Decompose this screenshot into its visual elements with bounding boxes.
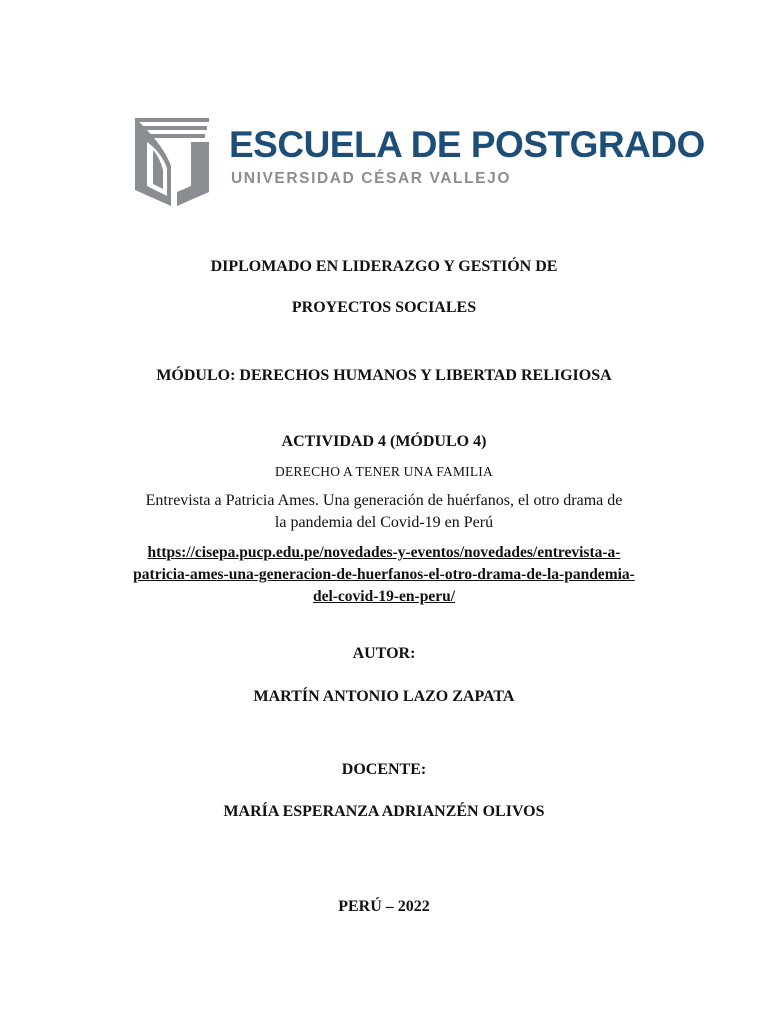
teacher-name: MARÍA ESPERANZA ADRIANZÉN OLIVOS	[223, 803, 545, 820]
module-title: MÓDULO: DERECHOS HUMANOS Y LIBERTAD RELIGIOSA	[156, 367, 612, 384]
author-label: AUTOR:	[352, 645, 416, 662]
university-logo	[133, 116, 705, 208]
university-emblem-icon	[133, 116, 211, 206]
place-year: PERÚ – 2022	[338, 898, 430, 915]
activity-topic: DERECHO A TENER UNA FAMILIA	[275, 464, 493, 479]
source-link-line-1[interactable]: https://cisepa.pucp.edu.pe/novedades-y-eventos/novedades/entrevista-a-	[147, 544, 621, 561]
source-link-line-2[interactable]: patricia-ames-una-generacion-de-huerfanos-el-otro-drama-de-la-pandemia-	[133, 566, 635, 583]
source-link-row-3[interactable]	[0, 588, 768, 606]
source-link-line-3[interactable]: del-covid-19-en-peru/	[312, 588, 456, 605]
interview-title-line-1: Entrevista a Patricia Ames. Una generación de huérfanos, el otro drama de	[145, 492, 623, 509]
activity-title: ACTIVIDAD 4 (MÓDULO 4)	[281, 433, 487, 450]
source-link[interactable]	[0, 544, 768, 562]
diploma-title-line-1: DIPLOMADO EN LIDERAZGO Y GESTIÓN DE	[210, 258, 558, 275]
author-name: MARTÍN ANTONIO LAZO ZAPATA	[253, 688, 515, 705]
diploma-title-line-2: PROYECTOS SOCIALES	[291, 299, 477, 316]
interview-title-line-2: la pandemia del Covid-19 en Perú	[274, 514, 494, 531]
teacher-label: DOCENTE:	[341, 761, 427, 778]
school-name: ESCUELA DE POSTGRADO	[229, 124, 705, 165]
source-link-row-2[interactable]	[0, 566, 768, 584]
university-name: UNIVERSIDAD CÉSAR VALLEJO	[231, 170, 511, 187]
